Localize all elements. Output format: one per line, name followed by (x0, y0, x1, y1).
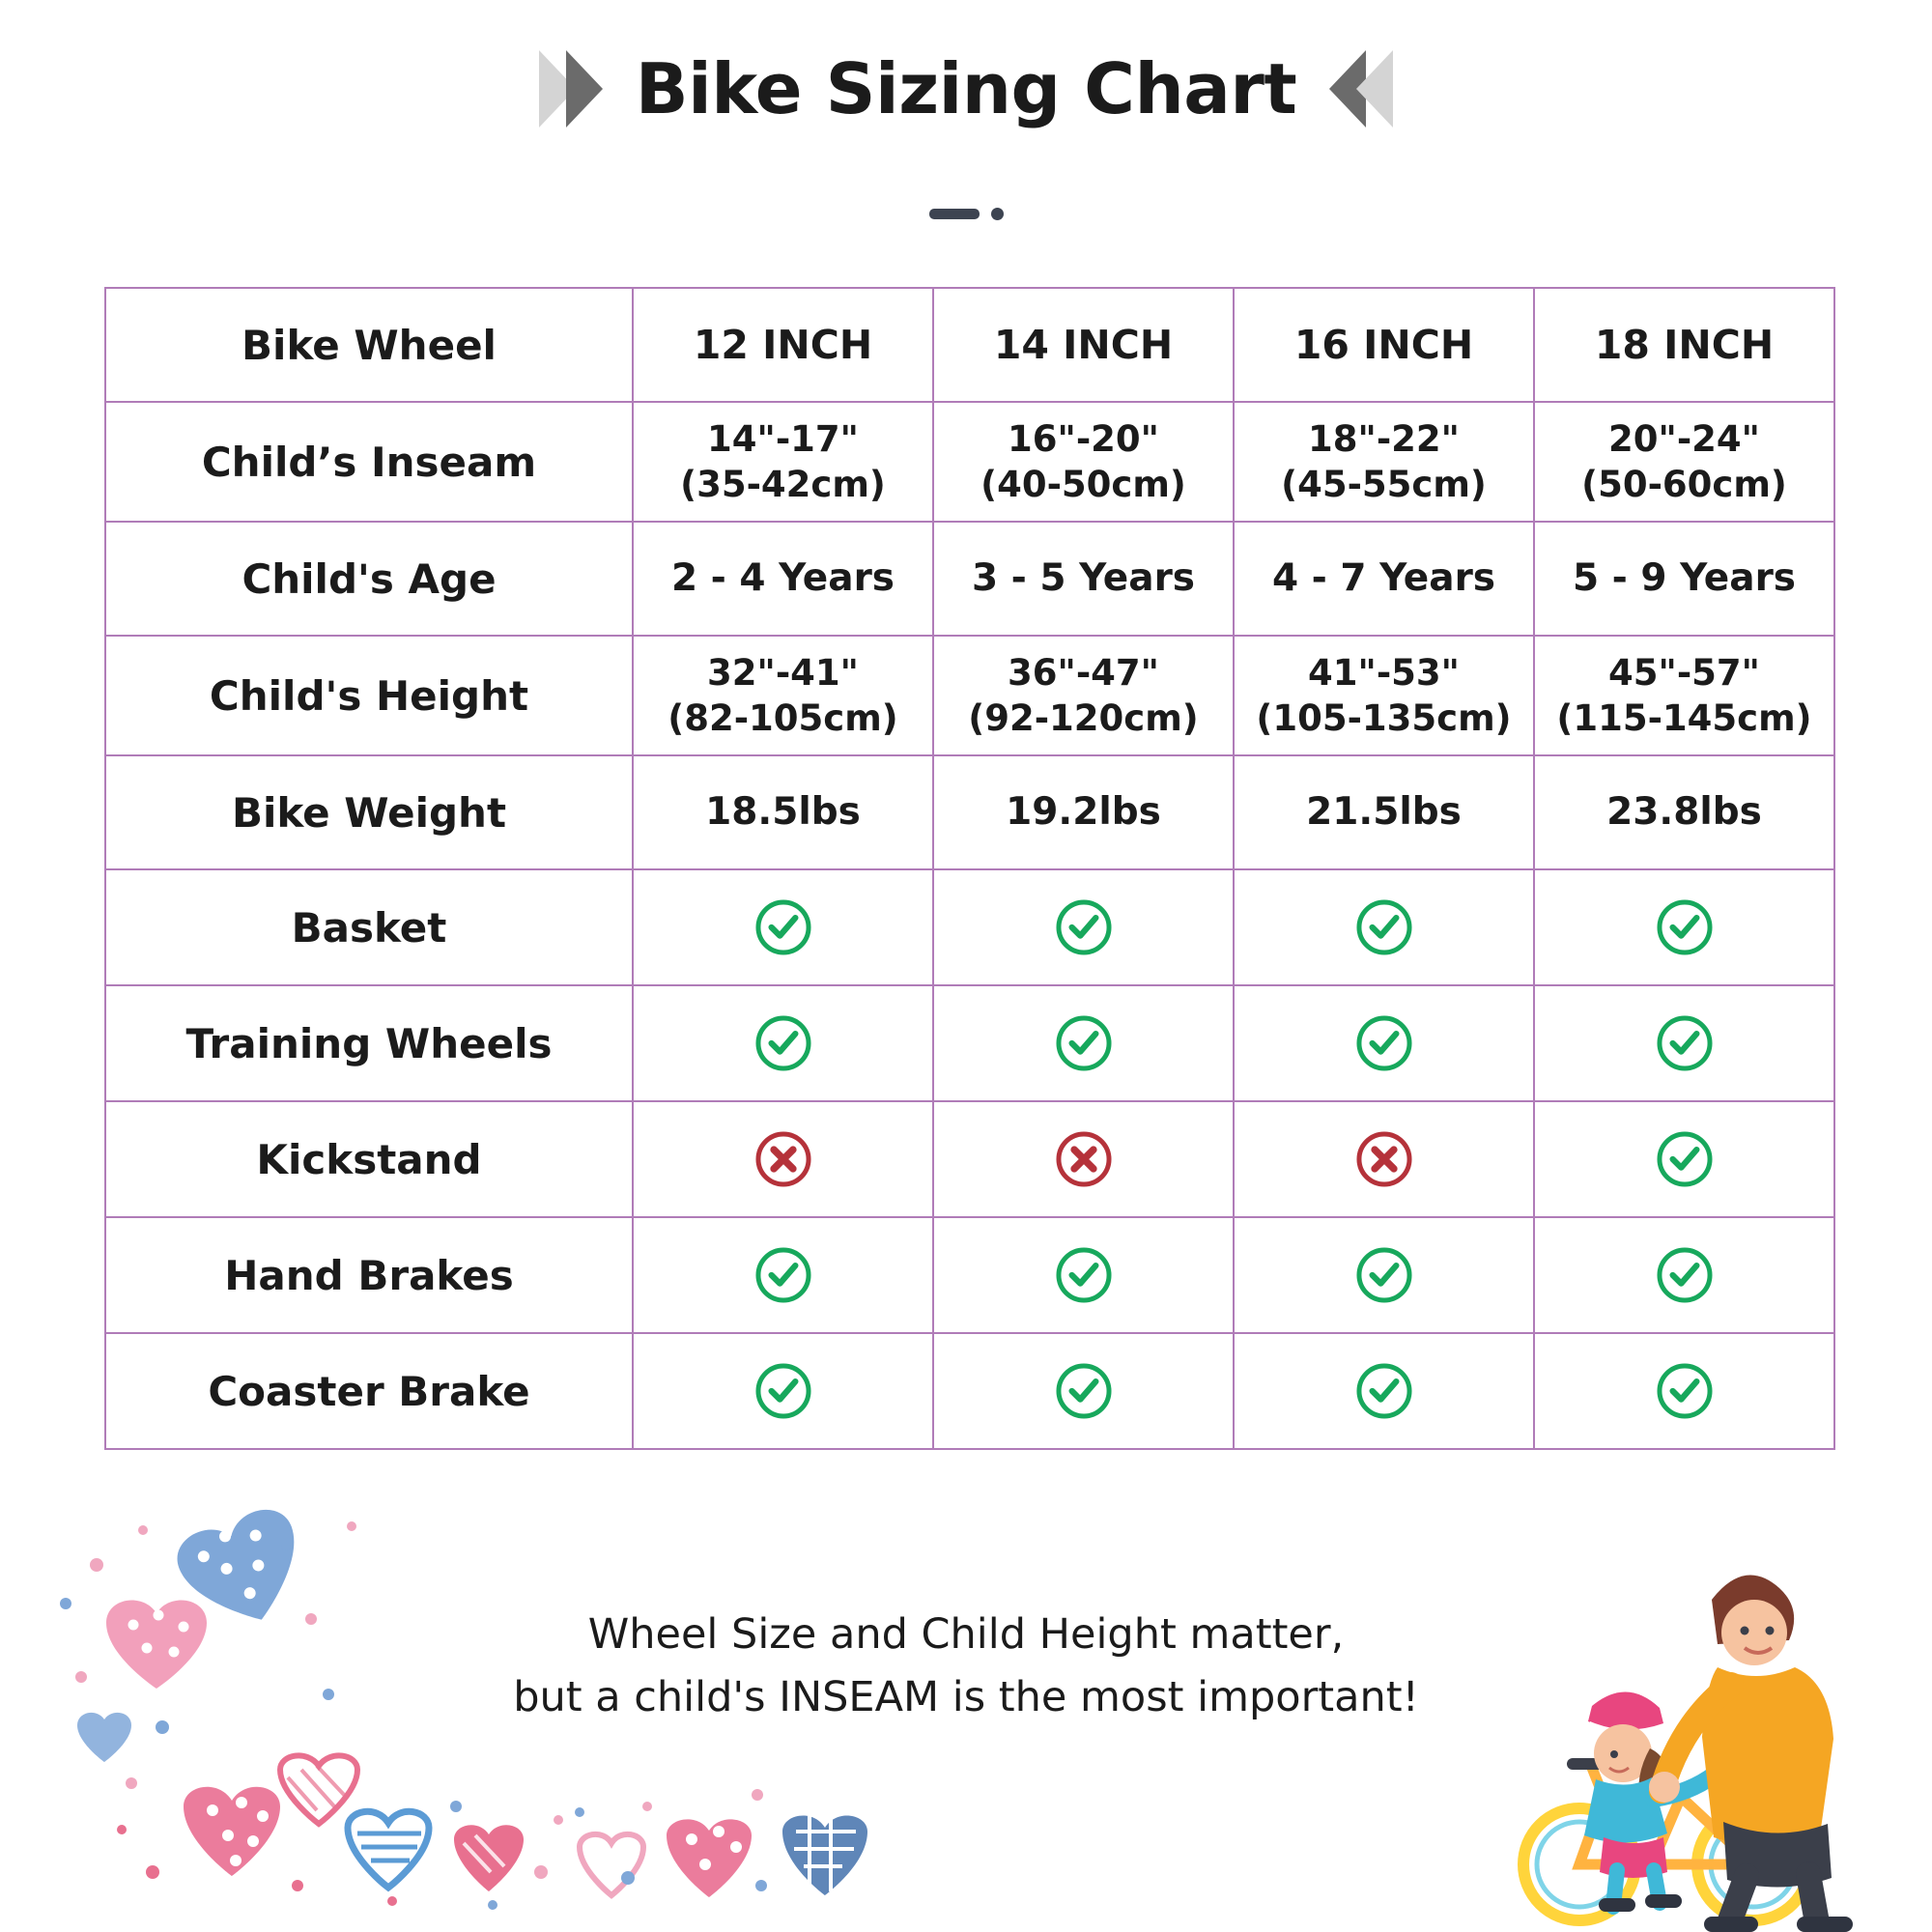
cell-weight-16in: 21.5lbs (1234, 755, 1534, 869)
check-circle-icon (1354, 1245, 1414, 1305)
cell-basket-16in (1234, 869, 1534, 985)
cell-height-16in: 41"-53" (105-135cm) (1234, 636, 1534, 755)
cell-weight-18in: 23.8lbs (1534, 755, 1834, 869)
cell-basket-12in (633, 869, 933, 985)
check-circle-icon (753, 897, 813, 957)
cell-hand-brakes-18in (1534, 1217, 1834, 1333)
check-circle-icon (1054, 1013, 1114, 1073)
cell-hand-brakes-16in (1234, 1217, 1534, 1333)
cell-inseam-18in: 20"-24" (50-60cm) (1534, 402, 1834, 522)
cell-hand-brakes-14in (933, 1217, 1234, 1333)
table-header-row (105, 288, 1834, 402)
cell-coaster-brake-12in (633, 1333, 933, 1449)
hearts-doodle-decoration (39, 1488, 1063, 1922)
check-circle-icon (1354, 1361, 1414, 1421)
footer-note-line-2: but a child's INSEAM is the most important! (513, 1672, 1419, 1721)
double-chevron-right-icon (539, 50, 603, 128)
check-circle-icon (1354, 897, 1414, 957)
row-label-height: Child's Height (105, 636, 633, 755)
table-row (105, 985, 1834, 1101)
check-circle-icon (1054, 1245, 1114, 1305)
cell-inseam-12in: 14"-17" (35-42cm) (633, 402, 933, 522)
column-header-12in: 12 INCH (633, 288, 933, 402)
table-row (105, 1101, 1834, 1217)
dash-dot-divider-icon (0, 208, 1932, 220)
table-row (105, 755, 1834, 869)
cell-training-wheels-14in (933, 985, 1234, 1101)
table-row (105, 522, 1834, 636)
check-circle-icon (1054, 897, 1114, 957)
cell-inseam-16in: 18"-22" (45-55cm) (1234, 402, 1534, 522)
row-label-coaster-brake: Coaster Brake (105, 1333, 633, 1449)
column-header-16in: 16 INCH (1234, 288, 1534, 402)
cell-weight-14in: 19.2lbs (933, 755, 1234, 869)
cell-height-18in: 45"-57" (115-145cm) (1534, 636, 1834, 755)
cell-coaster-brake-18in (1534, 1333, 1834, 1449)
cross-circle-icon (1354, 1129, 1414, 1189)
check-circle-icon (1655, 1129, 1715, 1189)
cell-kickstand-12in (633, 1101, 933, 1217)
cell-training-wheels-12in (633, 985, 933, 1101)
check-circle-icon (1054, 1361, 1114, 1421)
cell-kickstand-18in (1534, 1101, 1834, 1217)
footer-note-line-1: Wheel Size and Child Height matter, (587, 1610, 1345, 1659)
cell-height-14in: 36"-47" (92-120cm) (933, 636, 1234, 755)
check-circle-icon (1655, 1245, 1715, 1305)
table-row (105, 636, 1834, 755)
double-chevron-left-icon (1329, 50, 1393, 128)
check-circle-icon (753, 1361, 813, 1421)
check-circle-icon (1655, 1361, 1715, 1421)
cell-weight-12in: 18.5lbs (633, 755, 933, 869)
cell-basket-14in (933, 869, 1234, 985)
cell-training-wheels-16in (1234, 985, 1534, 1101)
sizing-table (104, 287, 1835, 1450)
check-circle-icon (1354, 1013, 1414, 1073)
cell-training-wheels-18in (1534, 985, 1834, 1101)
cell-basket-18in (1534, 869, 1834, 985)
cell-hand-brakes-12in (633, 1217, 933, 1333)
row-header-label: Bike Wheel (105, 288, 633, 402)
check-circle-icon (753, 1013, 813, 1073)
parent-and-child-on-bike-illustration (1488, 1478, 1913, 1932)
cell-kickstand-16in (1234, 1101, 1534, 1217)
cell-height-12in: 32"-41" (82-105cm) (633, 636, 933, 755)
row-label-inseam: Child’s Inseam (105, 402, 633, 522)
check-circle-icon (1655, 897, 1715, 957)
cell-coaster-brake-14in (933, 1333, 1234, 1449)
page-title: Bike Sizing Chart (635, 48, 1297, 129)
cell-age-12in: 2 - 4 Years (633, 522, 933, 636)
cell-inseam-14in: 16"-20" (40-50cm) (933, 402, 1234, 522)
row-label-age: Child's Age (105, 522, 633, 636)
cell-age-14in: 3 - 5 Years (933, 522, 1234, 636)
table-row (105, 1333, 1834, 1449)
row-label-weight: Bike Weight (105, 755, 633, 869)
cross-circle-icon (753, 1129, 813, 1189)
cell-age-18in: 5 - 9 Years (1534, 522, 1834, 636)
sizing-table-container (104, 287, 1833, 1450)
row-label-training-wheels: Training Wheels (105, 985, 633, 1101)
cell-kickstand-14in (933, 1101, 1234, 1217)
row-label-kickstand: Kickstand (105, 1101, 633, 1217)
row-label-hand-brakes: Hand Brakes (105, 1217, 633, 1333)
table-row (105, 402, 1834, 522)
table-row (105, 869, 1834, 985)
table-row (105, 1217, 1834, 1333)
cross-circle-icon (1054, 1129, 1114, 1189)
cell-age-16in: 4 - 7 Years (1234, 522, 1534, 636)
page-header (0, 48, 1932, 129)
check-circle-icon (753, 1245, 813, 1305)
column-header-14in: 14 INCH (933, 288, 1234, 402)
column-header-18in: 18 INCH (1534, 288, 1834, 402)
row-label-basket: Basket (105, 869, 633, 985)
cell-coaster-brake-16in (1234, 1333, 1534, 1449)
check-circle-icon (1655, 1013, 1715, 1073)
